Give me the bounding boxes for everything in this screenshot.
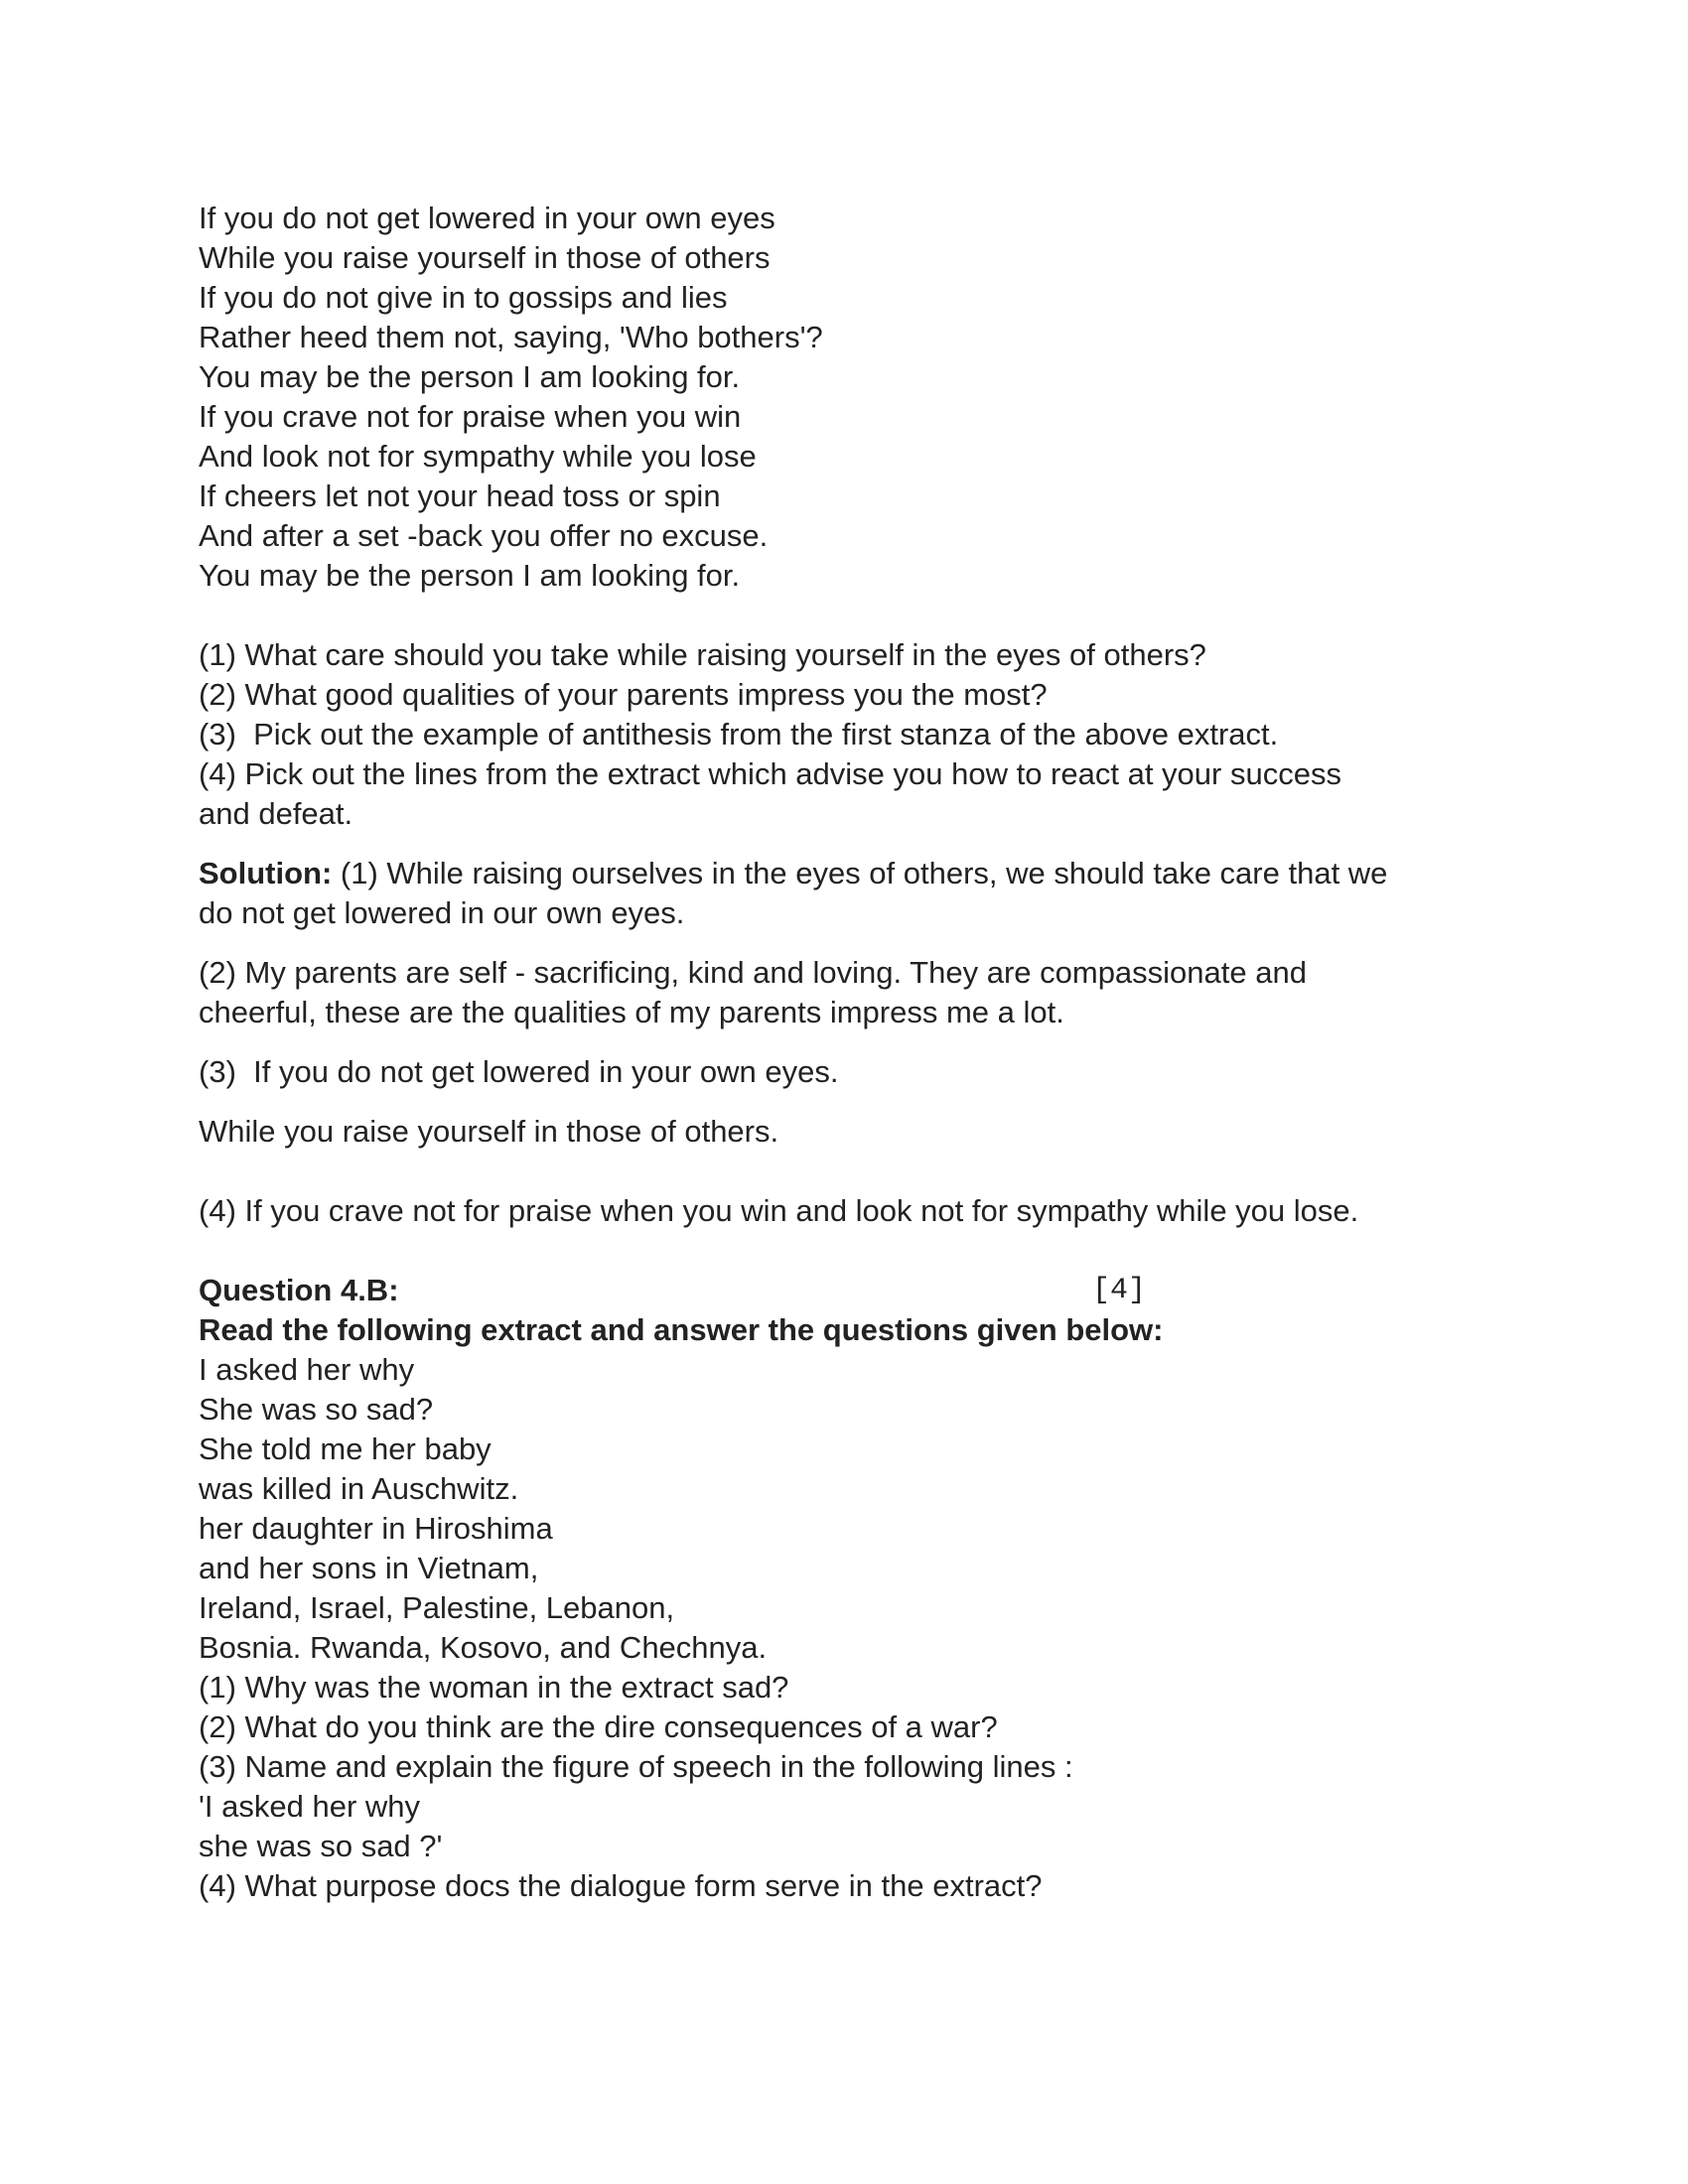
question-item: (3) Pick out the example of antithesis from the first stanza of the above extract.	[199, 717, 1279, 751]
solution-answer-3: (3) If you do not get lowered in your own eyes.	[199, 1054, 839, 1089]
extract-line: She told me her baby	[199, 1432, 492, 1466]
question-heading	[199, 1271, 1489, 1310]
extract-line: Ireland, Israel, Palestine, Lebanon,	[199, 1590, 675, 1625]
extract-line: her daughter in Hiroshima	[199, 1511, 553, 1546]
spacer	[199, 1231, 1489, 1271]
question-item: and defeat.	[199, 796, 353, 831]
poem-line: While you raise yourself in those of others	[199, 240, 771, 275]
poem-line: And look not for sympathy while you lose	[199, 439, 757, 474]
solution-block	[199, 854, 1489, 1231]
questions-a	[199, 635, 1489, 834]
answer-text: (1) While raising ourselves in the eyes of others, we should take care that we	[332, 856, 1388, 890]
extract-line: I asked her why	[199, 1352, 415, 1387]
poem-line: If you do not give in to gossips and lies	[199, 280, 728, 315]
question-item: (4) Pick out the lines from the extract which advise you how to react at your success	[199, 756, 1341, 791]
answer-text: While you raise yourself in those of others.	[199, 1114, 779, 1149]
poem-line: You may be the person I am looking for.	[199, 359, 741, 394]
poem-extract	[199, 199, 1489, 596]
question-item: (2) What good qualities of your parents impress you the most?	[199, 677, 1048, 712]
document-page	[199, 199, 1489, 1906]
solution-answer-4: (4) If you crave not for praise when you win and look not for sympathy while you lose.	[199, 1193, 1359, 1228]
question-item: (2) What do you think are the dire consequences of a war?	[199, 1709, 998, 1744]
question-item: (1) Why was the woman in the extract sad?	[199, 1670, 789, 1705]
question-number: Question 4.B:	[199, 1273, 399, 1307]
spacer	[199, 596, 1489, 635]
question-item: (3) Name and explain the figure of speech in the following lines :	[199, 1749, 1073, 1784]
spacer	[199, 1092, 1489, 1112]
extract-line: She was so sad?	[199, 1392, 434, 1427]
spacer	[199, 1152, 1489, 1191]
extract-line: Bosnia. Rwanda, Kosovo, and Chechnya.	[199, 1630, 768, 1665]
question-item: she was so sad ?'	[199, 1829, 443, 1863]
question-item: 'I asked her why	[199, 1789, 421, 1824]
extract-line: was killed in Auschwitz.	[199, 1471, 519, 1506]
question-item: (4) What purpose docs the dialogue form serve in the extract?	[199, 1868, 1043, 1903]
marks-badge: [4]	[1092, 1274, 1147, 1307]
question-4b	[199, 1271, 1489, 1906]
poem-line: And after a set -back you offer no excuse.	[199, 518, 769, 553]
solution-label: Solution:	[199, 856, 333, 890]
poem-line: If you do not get lowered in your own eyes	[199, 201, 775, 235]
question-instruction: Read the following extract and answer the questions given below:	[199, 1312, 1164, 1347]
extract-line: and her sons in Vietnam,	[199, 1551, 539, 1585]
spacer	[199, 834, 1489, 854]
question-item: (1) What care should you take while raising yourself in the eyes of others?	[199, 637, 1206, 672]
answer-text: do not get lowered in our own eyes.	[199, 895, 685, 930]
poem-line: If cheers let not your head toss or spin	[199, 478, 721, 513]
poem-line: Rather heed them not, saying, 'Who bothers'?	[199, 320, 823, 354]
spacer	[199, 1032, 1489, 1052]
poem-line: You may be the person I am looking for.	[199, 558, 741, 593]
poem-line: If you crave not for praise when you win	[199, 399, 742, 434]
solution-answer-1	[199, 854, 1489, 893]
spacer	[199, 933, 1489, 953]
solution-answer-2: (2) My parents are self - sacrificing, kind and loving. They are compassionate and	[199, 955, 1307, 990]
answer-text: cheerful, these are the qualities of my parents impress me a lot.	[199, 995, 1064, 1029]
